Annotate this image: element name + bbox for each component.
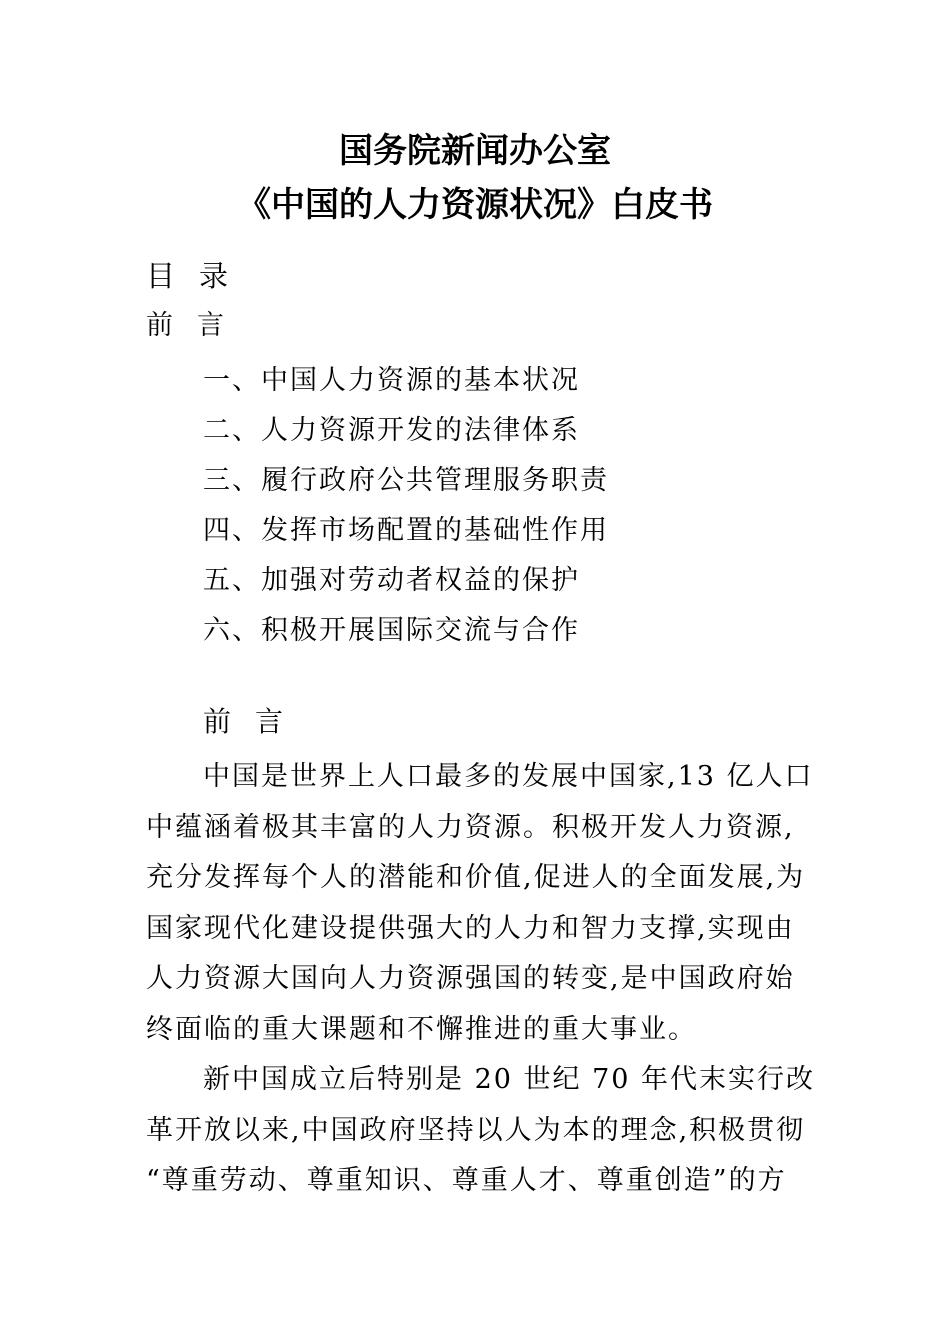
body-line: “尊重劳动、尊重知识、尊重人才、尊重创造”的方: [146, 1165, 787, 1196]
body-line: 中国是世界上人口最多的发展中国家,13 亿人口: [203, 761, 814, 792]
toc-item: 五、加强对劳动者权益的保护: [203, 565, 580, 596]
toc-heading: 目录: [146, 259, 253, 293]
table-of-contents: [203, 356, 609, 656]
document-title-publisher: 国务院新闻办公室: [339, 131, 611, 171]
toc-item: 三、履行政府公共管理服务职责: [203, 465, 609, 496]
toc-item: 四、发挥市场配置的基础性作用: [203, 515, 609, 546]
preface-heading: 前言: [203, 705, 308, 738]
toc-item: 二、人力资源开发的法律体系: [203, 415, 580, 446]
body-line: 人力资源大国向人力资源强国的转变,是中国政府始: [146, 963, 795, 994]
toc-item-preface: 前言: [146, 310, 248, 341]
preface-body: [146, 752, 816, 1207]
document-title: 《中国的人力资源状况》白皮书: [237, 185, 713, 225]
body-line: 中蕴涵着极其丰富的人力资源。积极开发人力资源,: [146, 811, 795, 843]
toc-item: 一、中国人力资源的基本状况: [203, 365, 580, 396]
body-line: 新中国成立后特别是 20 世纪 70 年代末实行改: [203, 1064, 816, 1095]
body-line: 充分发挥每个人的潜能和价值,促进人的全面发展,为: [146, 862, 806, 893]
body-line: 革开放以来,中国政府坚持以人为本的理念,积极贯彻: [146, 1114, 806, 1146]
body-line: 终面临的重大课题和不懈推进的重大事业。: [146, 1013, 697, 1045]
body-line: 国家现代化建设提供强大的人力和智力支撑,实现由: [146, 912, 795, 944]
toc-item: 六、积极开展国际交流与合作: [203, 615, 580, 646]
